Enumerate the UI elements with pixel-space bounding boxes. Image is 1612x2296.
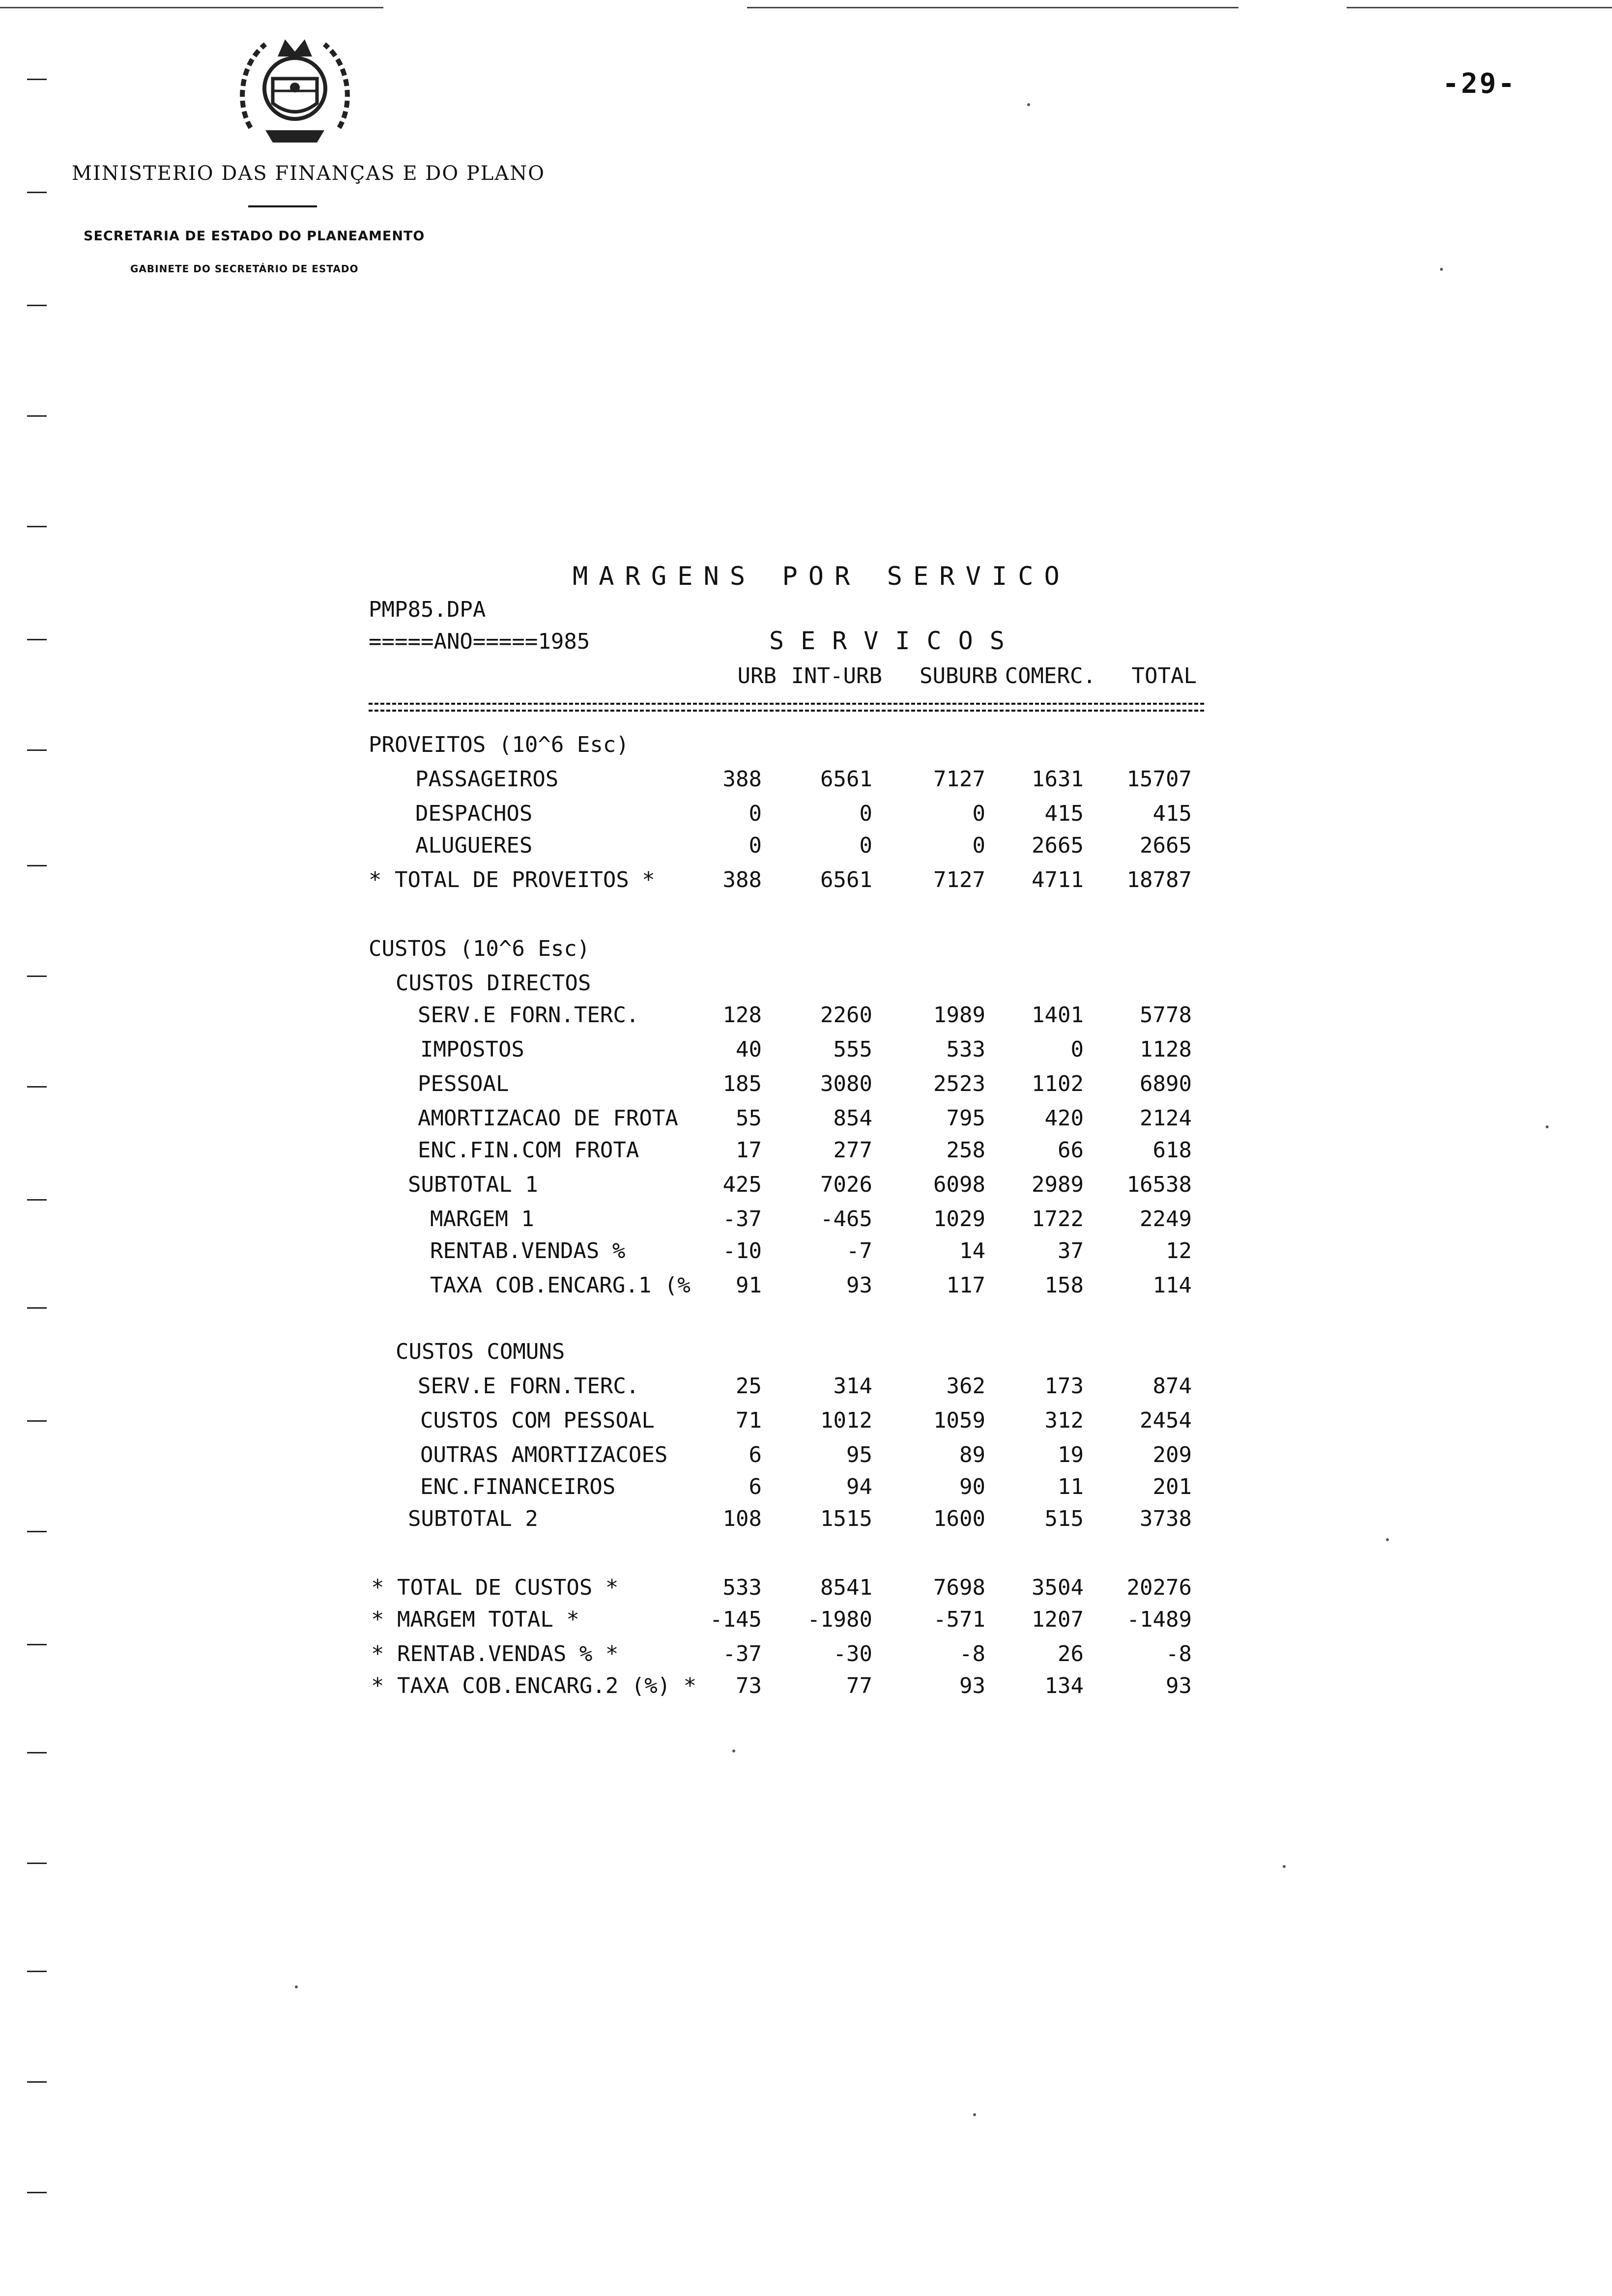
cell-total: 2665	[1140, 833, 1192, 858]
section-proveitos: PROVEITOS (10^6 Esc)	[369, 732, 629, 757]
cell-urb: 6	[748, 1442, 762, 1467]
cell-int-urb: 555	[833, 1037, 872, 1062]
cell-int-urb: 0	[859, 801, 872, 826]
row-label: PASSAGEIROS	[415, 767, 559, 792]
cell-suburb: -8	[959, 1641, 985, 1666]
cell-urb: 0	[748, 833, 762, 858]
section-custos-comuns: CUSTOS COMUNS	[396, 1339, 565, 1364]
scan-edge-line	[747, 7, 1238, 8]
gabinete-name: GABINETE DO SECRETÁRIO DE ESTADO	[130, 263, 359, 275]
cell-urb: 71	[736, 1408, 762, 1433]
cell-int-urb: 0	[859, 833, 872, 858]
cell-int-urb: 1012	[820, 1408, 872, 1433]
cell-suburb: 1059	[933, 1408, 985, 1433]
report-title: MARGENS POR SERVICO	[573, 562, 1070, 591]
cell-suburb: 117	[946, 1273, 985, 1298]
cell-suburb: 7698	[933, 1575, 985, 1600]
cell-comerc: 515	[1044, 1506, 1084, 1531]
cell-comerc: 173	[1044, 1374, 1084, 1399]
row-label: ALUGUERES	[415, 833, 533, 858]
cell-comerc: 1401	[1032, 1003, 1084, 1028]
cell-int-urb: 6561	[820, 867, 872, 892]
cell-int-urb: -7	[846, 1238, 872, 1263]
cell-comerc: 11	[1058, 1474, 1084, 1499]
cell-comerc: 1102	[1032, 1071, 1084, 1096]
cell-total: 18787	[1126, 867, 1192, 892]
cell-suburb: 89	[959, 1442, 985, 1467]
cell-total: 618	[1152, 1138, 1192, 1163]
cell-suburb: 258	[946, 1138, 985, 1163]
row-label: SERV.E FORN.TERC.	[418, 1003, 639, 1028]
page-number: -29-	[1442, 68, 1517, 100]
services-heading: SERVICOS	[769, 627, 1021, 655]
column-header-suburb: SUBURB	[920, 663, 998, 689]
row-label: DESPACHOS	[415, 801, 533, 826]
row-label: ENC.FINANCEIROS	[420, 1474, 616, 1499]
row-label: TAXA COB.ENCARG.1 (%	[430, 1273, 691, 1298]
cell-int-urb: 1515	[820, 1506, 872, 1531]
cell-urb: -145	[710, 1607, 762, 1632]
cell-comerc: 312	[1044, 1408, 1084, 1433]
cell-comerc: 1207	[1032, 1607, 1084, 1632]
cell-total: 201	[1152, 1474, 1192, 1499]
column-header-urb: URB	[737, 663, 777, 689]
row-label: MARGEM 1	[430, 1206, 534, 1232]
cell-suburb: 2523	[933, 1071, 985, 1096]
cell-suburb: 14	[959, 1238, 985, 1263]
cell-int-urb: 3080	[820, 1071, 872, 1096]
cell-total: 209	[1152, 1442, 1192, 1467]
cell-total: 2454	[1140, 1408, 1192, 1433]
cell-comerc: 26	[1058, 1641, 1084, 1666]
row-label: CUSTOS COM PESSOAL	[420, 1408, 655, 1433]
cell-comerc: 415	[1044, 801, 1084, 826]
cell-int-urb: 314	[833, 1374, 872, 1399]
cell-int-urb: 2260	[820, 1003, 872, 1028]
ministry-name: MINISTERIO DAS FINANÇAS E DO PLANO	[72, 162, 546, 185]
cell-total: 114	[1152, 1273, 1192, 1298]
cell-suburb: 7127	[933, 767, 985, 792]
row-label: * RENTAB.VENDAS % *	[371, 1641, 619, 1666]
cell-comerc: 19	[1058, 1442, 1084, 1467]
cell-urb: -10	[722, 1238, 762, 1263]
cell-suburb: 1989	[933, 1003, 985, 1028]
cell-comerc: 1631	[1032, 767, 1084, 792]
cell-urb: -37	[722, 1641, 762, 1666]
cell-suburb: 7127	[933, 867, 985, 892]
row-label: PESSOAL	[418, 1071, 509, 1096]
cell-comerc: 1722	[1032, 1206, 1084, 1232]
row-label: SUBTOTAL 1	[408, 1172, 538, 1197]
cell-suburb: 533	[946, 1037, 985, 1062]
cell-urb: 91	[736, 1273, 762, 1298]
row-label: * TOTAL DE PROVEITOS *	[369, 867, 655, 892]
cell-int-urb: 7026	[820, 1172, 872, 1197]
cell-urb: 185	[722, 1071, 762, 1096]
section-custos-directos: CUSTOS DIRECTOS	[396, 971, 591, 996]
cell-total: 1128	[1140, 1037, 1192, 1062]
cell-comerc: 0	[1070, 1037, 1084, 1062]
double-rule-divider	[369, 703, 1204, 712]
cell-int-urb: -465	[820, 1206, 872, 1232]
secretaria-name: SECRETARIA DE ESTADO DO PLANEAMENTO	[84, 229, 425, 244]
row-label: IMPOSTOS	[420, 1037, 524, 1062]
scan-edge-line	[1347, 7, 1612, 8]
cell-int-urb: 854	[833, 1106, 872, 1131]
cell-int-urb: 6561	[820, 767, 872, 792]
cell-comerc: 4711	[1032, 867, 1084, 892]
cell-comerc: 2665	[1032, 833, 1084, 858]
cell-urb: 388	[722, 767, 762, 792]
row-label: ENC.FIN.COM FROTA	[418, 1138, 639, 1163]
row-label: * TAXA COB.ENCARG.2 (%) *	[371, 1673, 697, 1698]
cell-total: -8	[1166, 1641, 1192, 1666]
cell-total: 6890	[1140, 1071, 1192, 1096]
cell-total: 16538	[1126, 1172, 1192, 1197]
cell-total: 3738	[1140, 1506, 1192, 1531]
cell-urb: 108	[722, 1506, 762, 1531]
cell-comerc: 2989	[1032, 1172, 1084, 1197]
cell-suburb: 0	[972, 801, 985, 826]
cell-total: 15707	[1126, 767, 1192, 792]
cell-urb: -37	[722, 1206, 762, 1232]
cell-urb: 55	[736, 1106, 762, 1131]
cell-suburb: 6098	[933, 1172, 985, 1197]
row-label: AMORTIZACAO DE FROTA	[418, 1106, 678, 1131]
cell-int-urb: 93	[846, 1273, 872, 1298]
cell-comerc: 134	[1044, 1673, 1084, 1698]
scan-edge-line	[0, 7, 383, 8]
cell-suburb: 93	[959, 1673, 985, 1698]
row-label: SUBTOTAL 2	[408, 1506, 538, 1531]
cell-total: 93	[1166, 1673, 1192, 1698]
cell-total: 20276	[1126, 1575, 1192, 1600]
cell-total: 12	[1166, 1238, 1192, 1263]
cell-total: 415	[1152, 801, 1192, 826]
cell-total: -1489	[1126, 1607, 1192, 1632]
cell-suburb: 1029	[933, 1206, 985, 1232]
cell-int-urb: -1980	[807, 1607, 872, 1632]
column-header-total: TOTAL	[1131, 663, 1197, 689]
cell-urb: 73	[736, 1673, 762, 1698]
column-header-comerc: COMERC.	[1005, 663, 1096, 689]
cell-comerc: 37	[1058, 1238, 1084, 1263]
cell-urb: 25	[736, 1374, 762, 1399]
cell-total: 2124	[1140, 1106, 1192, 1131]
row-label: SERV.E FORN.TERC.	[418, 1374, 639, 1399]
cell-urb: 128	[722, 1003, 762, 1028]
cell-suburb: -571	[933, 1607, 985, 1632]
cell-int-urb: 94	[846, 1474, 872, 1499]
cell-urb: 6	[748, 1474, 762, 1499]
cell-suburb: 1600	[933, 1506, 985, 1531]
cell-comerc: 66	[1058, 1138, 1084, 1163]
cell-urb: 533	[722, 1575, 762, 1600]
column-header-int-urb: INT-URB	[791, 663, 882, 689]
file-identifier: PMP85.DPA	[369, 597, 486, 622]
cell-int-urb: 8541	[820, 1575, 872, 1600]
cell-suburb: 0	[972, 833, 985, 858]
cell-total: 5778	[1140, 1003, 1192, 1028]
cell-int-urb: 277	[833, 1138, 872, 1163]
cell-urb: 0	[748, 801, 762, 826]
header-divider	[248, 205, 317, 207]
row-label: OUTRAS AMORTIZACOES	[420, 1442, 668, 1467]
cell-suburb: 362	[946, 1374, 985, 1399]
cell-comerc: 3504	[1032, 1575, 1084, 1600]
cell-suburb: 90	[959, 1474, 985, 1499]
cell-urb: 425	[722, 1172, 762, 1197]
cell-total: 2249	[1140, 1206, 1192, 1232]
cell-comerc: 158	[1044, 1273, 1084, 1298]
row-label: RENTAB.VENDAS %	[430, 1238, 626, 1263]
cell-urb: 17	[736, 1138, 762, 1163]
cell-suburb: 795	[946, 1106, 985, 1131]
cell-int-urb: -30	[833, 1641, 872, 1666]
row-label: * TOTAL DE CUSTOS *	[371, 1575, 619, 1600]
cell-int-urb: 95	[846, 1442, 872, 1467]
row-label: * MARGEM TOTAL *	[371, 1607, 579, 1632]
cell-urb: 388	[722, 867, 762, 892]
cell-total: 874	[1152, 1374, 1192, 1399]
cell-urb: 40	[736, 1037, 762, 1062]
year-line: =====ANO=====1985	[369, 629, 590, 654]
coat-of-arms-seal-icon	[231, 29, 359, 152]
cell-comerc: 420	[1044, 1106, 1084, 1131]
section-custos: CUSTOS (10^6 Esc)	[369, 936, 590, 961]
cell-int-urb: 77	[846, 1673, 872, 1698]
